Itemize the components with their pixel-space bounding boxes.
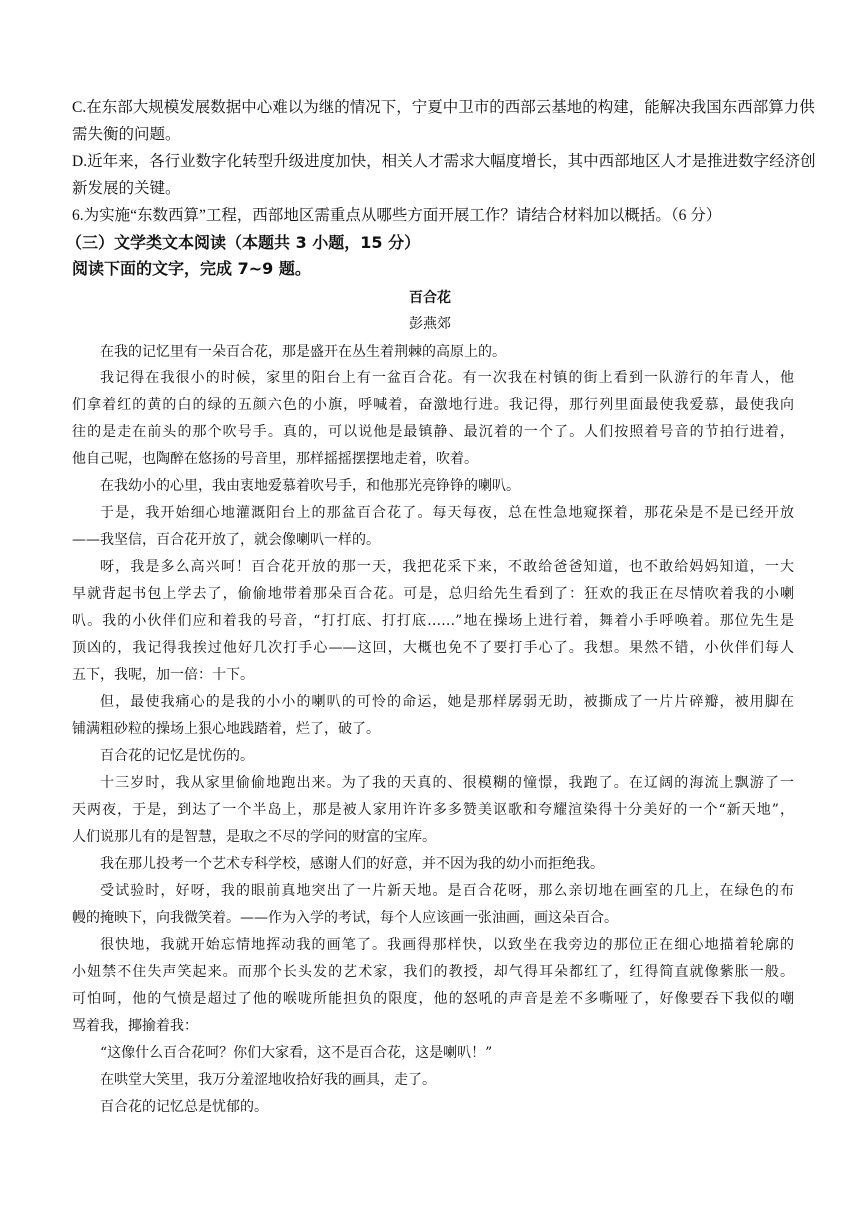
option-c-line-1: C.在东部大规模发展数据中心难以为继的情况下，宁夏中卫市的西部云基地的构建，能解决我国东西部算力供: [72, 99, 815, 116]
story-line: 叭。我的小伙伴们应和着我的号音，“打打底、打打底……”地在操场上进行着，舞着小手呼唤着。那位先生是: [72, 613, 794, 629]
story-line: 早就背起书包上学去了，偷偷地带着那朵百合花。可是，总归给先生看到了：狂欢的我正在尽情吹着我的小喇: [72, 586, 794, 602]
story-line: 在哄堂大笑里，我万分羞涩地收拾好我的画具，走了。: [100, 1072, 436, 1088]
story-line: 小妞禁不住失声笑起来。而那个长头发的艺术家，我们的教授，却气得耳朵都红了，红得简直就像紫胀一般。: [72, 964, 794, 980]
story-line: 天两夜，于是，到达了一个半岛上，那是被人家用许许多多赞美讴歌和夸耀渲染得十分美好的一个“新天地”，: [72, 802, 794, 818]
story-line: 在我幼小的心里，我由衷地爱慕着吹号手，和他那光亮铮铮的喇叭。: [100, 478, 520, 494]
story-line: 十三岁时，我从家里偷偷地跑出来。为了我的天真的、很模糊的憧憬，我跑了。在辽阔的海流上飘游了一: [100, 775, 794, 791]
story-line: 在我的记忆里有一朵百合花，那是盛开在丛生着荆棘的高原上的。: [100, 344, 506, 360]
story-line: 人们说那儿有的是智慧，是取之不尽的学问的财富的宝库。: [72, 829, 436, 845]
story-line: 顶凶的，我记得我挨过他好几次打手心——这回，大概也免不了要打手心了。我想。果然不错，小伙伴们每人: [72, 640, 794, 656]
question-6: 6.为实施“东数西算”工程，西部地区需重点从哪些方面开展工作？请结合材料加以概括。（6 分）: [72, 207, 722, 224]
story-line: 他自己呢，也陶醉在悠扬的号音里，那样摇摇摆摆地走着，吹着。: [72, 451, 478, 467]
story-line: 百合花的记忆是忧伤的。: [100, 748, 254, 764]
story-line: 我在那儿投考一个艺术专科学校，感谢人们的好意，并不因为我的幼小而拒绝我。: [100, 856, 604, 872]
story-line: “这像什么百合花呵？你们大家看，这不是百合花，这是喇叭！”: [100, 1045, 493, 1061]
option-d-line-2: 新发展的关键。: [72, 180, 181, 197]
section-heading: （三）文学类文本阅读（本题共 3 小题，15 分）: [66, 233, 421, 252]
story-line: 骂着我，揶揄着我：: [72, 1018, 198, 1034]
story-line: ——我坚信，百合花开放了，就会像喇叭一样的。: [72, 532, 380, 548]
option-d-line-1: D.近年来，各行业数字化转型升级进度加快，相关人才需求大幅度增长，其中西部地区人才是推进数字经济创: [72, 153, 816, 170]
story-line: 五下，我呢，加一倍：十下。: [72, 667, 254, 683]
section-instruction: 阅读下面的文字，完成 7~9 题。: [72, 259, 311, 278]
story-line: 铺满粗砂粒的操场上狠心地践踏着，烂了，破了。: [72, 721, 380, 737]
story-line: 受试验时，好呀，我的眼前真地突出了一片新天地。是百合花呀，那么亲切地在画室的几上，在绿色的布: [100, 883, 794, 899]
story-line: 我记得在我很小的时候，家里的阳台上有一盆百合花。有一次我在村镇的街上看到一队游行的年青人，他: [100, 370, 794, 386]
story-line: 们拿着红的黄的白的绿的五颜六色的小旗，呼喊着，奋激地行进。我记得，那行列里面最使我爱慕，最使我向: [72, 397, 794, 413]
story-line: 可怕呵，他的气愤是超过了他的喉咙所能担负的限度，他的怒吼的声音是差不多嘶哑了，好像要吞下我似的嘲: [72, 991, 794, 1007]
story-line: 很快地，我就开始忘情地挥动我的画笔了。我画得那样快，以致坐在我旁边的那位正在细心地描着轮廓的: [100, 937, 794, 953]
story-line: 于是，我开始细心地灌溉阳台上的那盆百合花了。每天每夜，总在性急地窥探着，那花朵是不是已经开放: [100, 505, 794, 521]
story-line: 但，最使我痛心的是我的小小的喇叭的可怜的命运，她是那样孱弱无助，被撕成了一片片碎瓣，被用脚在: [100, 694, 794, 710]
story-author: 彭燕郊: [409, 316, 451, 332]
story-title: 百合花: [409, 290, 451, 306]
story-line: 百合花的记忆总是忧郁的。: [100, 1099, 268, 1115]
story-line: 往的是走在前头的那个吹号手。真的，可以说他是最镇静、最沉着的一个了。人们按照着号音的节拍行进着，: [72, 424, 794, 440]
option-c-line-2: 需失衡的问题。: [72, 126, 181, 143]
story-line: 呀，我是多么高兴呵！百合花开放的那一天，我把花采下来，不敢给爸爸知道，也不敢给妈妈知道，一大: [100, 559, 794, 575]
story-line: 幔的掩映下，向我微笑着。——作为入学的考试，每个人应该画一张油画，画这朵百合。: [72, 910, 618, 926]
